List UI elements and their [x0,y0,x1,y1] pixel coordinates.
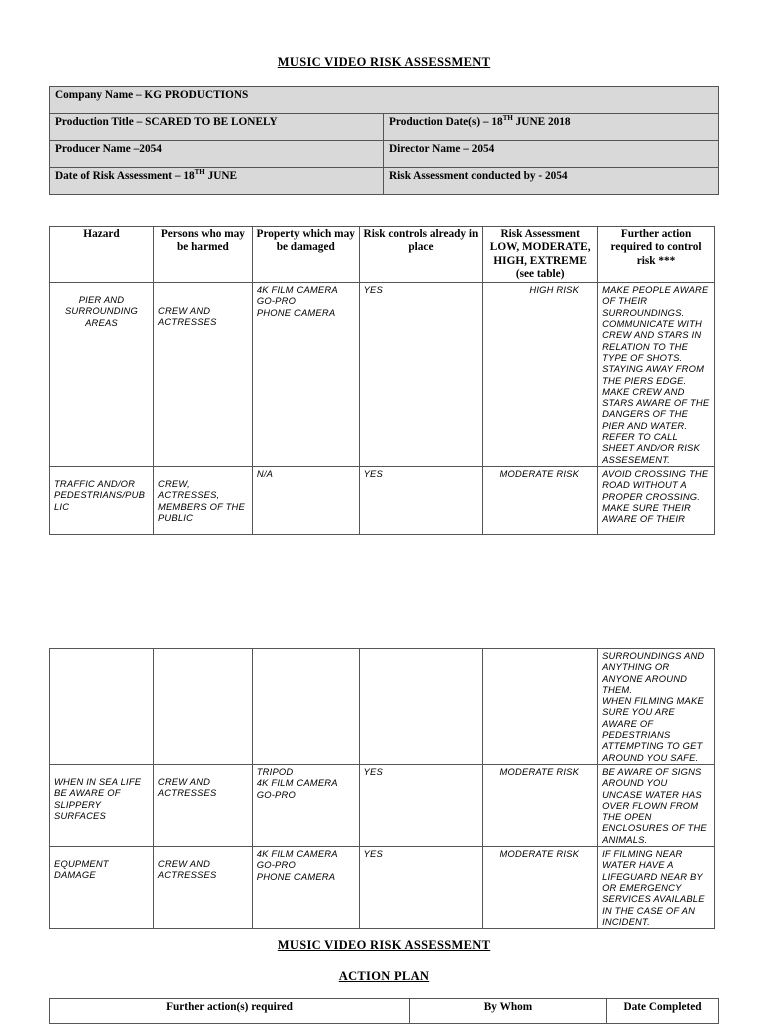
assessment-cell: HIGH RISK [483,283,598,467]
header-controls: Risk controls already in place [359,227,483,283]
assessment-cell: MODERATE RISK [483,847,598,929]
action-plan-table [49,998,719,1024]
controls-cell: YES [359,466,483,534]
assessment-cell [483,649,598,765]
hazard-cell: WHEN IN SEA LIFE BE AWARE OF SLIPPERY SURFACES [50,764,154,846]
action-plan-heading: MUSIC VIDEO RISK ASSESSMENT [277,938,491,952]
further-action-cell: BE AWARE OF SIGNS AROUND YOU UNCASE WATER HAS OVER FLOWN FROM THE OPEN ENCLOSURES OF THE ANIMALS. [598,764,715,846]
table-row [50,764,715,846]
page-title: MUSIC VIDEO RISK ASSESSMENT [277,55,491,69]
assessment-cell: MODERATE RISK [483,764,598,846]
persons-cell: CREW AND ACTRESSES [153,847,252,929]
hazard-cell: TRAFFIC AND/OR PEDESTRIANS/PUB LIC [50,466,154,534]
property-cell: 4K FILM CAMERA GO-PRO PHONE CAMERA [252,847,359,929]
table-row [50,847,715,929]
property-cell: TRIPOD 4K FILM CAMERA GO-PRO [252,764,359,846]
assessment-conducted-by: Risk Assessment conducted by - 2054 [384,168,719,195]
header-property: Property which may be damaged [252,227,359,283]
action-plan-subtitle: ACTION PLAN [338,969,430,983]
header-persons: Persons who may be harmed [153,227,252,283]
controls-cell: YES [359,847,483,929]
date-of-risk-assessment: Date of Risk Assessment – 18TH JUNE [50,168,384,195]
company-name: Company Name – KG PRODUCTIONS [50,87,719,114]
controls-cell [359,649,483,765]
table-row [50,466,715,534]
hazard-cell: EQUPMENT DAMAGE [50,847,154,929]
persons-cell [153,649,252,765]
controls-cell: YES [359,764,483,846]
header-further-action: Further action required to control risk *** [598,227,715,283]
further-action-cell: MAKE PEOPLE AWARE OF THEIR SURROUNDINGS. COMMUNICATE WITH CREW AND STARS IN RELATION TO THE TYPE OF SHOTS. STAYING AWAY FROM THE PIERS EDGE. MAKE CREW AND STARS AWARE OF THE DANGERS OF THE PIER AND WATER. REFER TO CALL SHEET AND/OR RISK ASSESEMENT. [598,283,715,467]
persons-cell: CREW AND ACTRESSES [153,283,252,467]
header-further-actions-required: Further action(s) required [50,999,410,1024]
property-cell: 4K FILM CAMERA GO-PRO PHONE CAMERA [252,283,359,467]
property-cell [252,649,359,765]
table-row [50,283,715,467]
persons-cell: CREW AND ACTRESSES [153,764,252,846]
persons-cell: CREW, ACTRESSES, MEMBERS OF THE PUBLIC [153,466,252,534]
hazard-cell [50,649,154,765]
controls-cell: YES [359,283,483,467]
producer-name: Producer Name –2054 [50,141,384,168]
director-name: Director Name – 2054 [384,141,719,168]
further-action-cell: IF FILMING NEAR WATER HAVE A LIFEGUARD NEAR BY OR EMERGENCY SERVICES AVAILABLE IN THE CASE OF AN INCIDENT. [598,847,715,929]
header-date-completed: Date Completed [607,999,719,1024]
production-dates: Production Date(s) – 18TH JUNE 2018 [384,114,719,141]
assessment-cell: MODERATE RISK [483,466,598,534]
risk-table-part-1 [49,226,715,535]
hazard-cell: PIER AND SURROUNDING AREAS [50,283,154,467]
property-cell: N/A [252,466,359,534]
table-row [50,649,715,765]
production-title: Production Title – SCARED TO BE LONELY [50,114,384,141]
header-by-whom: By Whom [410,999,607,1024]
header-assessment: Risk Assessment LOW, MODERATE, HIGH, EXTREME (see table) [483,227,598,283]
risk-table-part-2 [49,648,715,929]
header-hazard: Hazard [50,227,154,283]
further-action-cell: AVOID CROSSING THE ROAD WITHOUT A PROPER CROSSING. MAKE SURE THEIR AWARE OF THEIR [598,466,715,534]
production-info-table [49,86,719,195]
further-action-cell: SURROUNDINGS AND ANYTHING OR ANYONE AROUND THEM. WHEN FILMING MAKE SURE YOU ARE AWARE OF PEDESTRIANS ATTEMPTING TO GET AROUND YOU SAFE. [598,649,715,765]
